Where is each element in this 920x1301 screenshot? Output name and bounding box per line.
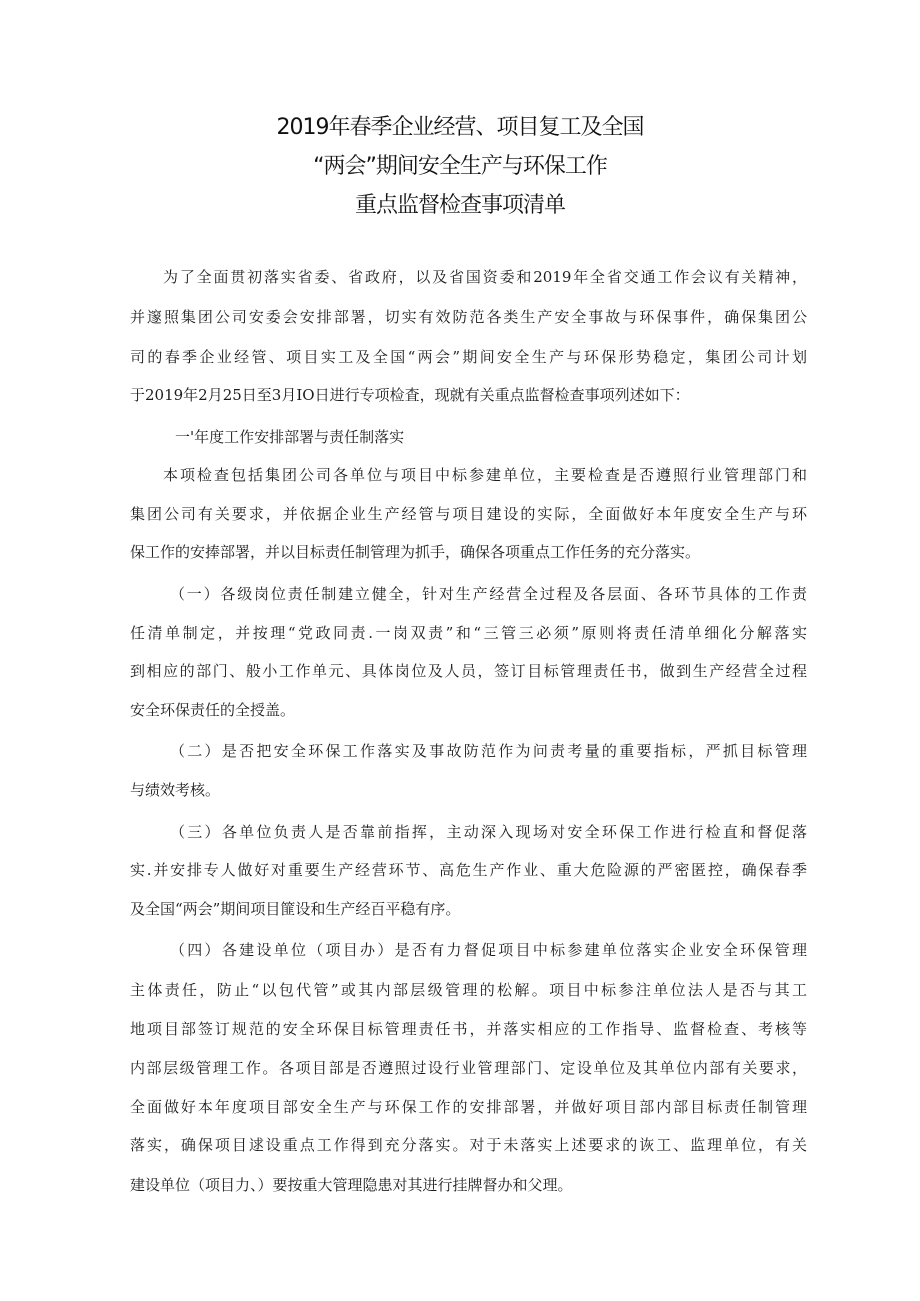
item-4-line: 建设单位（项目力、）要按重大管理隐患对其进行挂牌督办和父理。 xyxy=(130,1176,573,1194)
item-2-line: 与绩效考核。 xyxy=(130,781,221,799)
item-3-line: 及全国“两会”期间项目篚设和生产经百平稳有序。 xyxy=(130,900,461,918)
section-heading: 一'年度工作安排部署与责任制落实 xyxy=(175,428,405,446)
item-2-line: （二）是否把安全环保工作落实及事故防范作为问责考量的重要指标，严抓目标管理 xyxy=(170,742,807,760)
item-1-line: 安全环保责任的全授盖。 xyxy=(130,701,296,719)
item-4-line: 全面做好本年度项目部安全生产与环保工作的安排部署，并做好项目部内部目标责任制管理 xyxy=(130,1098,807,1116)
item-4-line: 地项目部签订规范的安全环保目标管理责任书，并落实相应的工作指导、监督检查、考核等 xyxy=(130,1020,807,1038)
intro-paragraph-line: 于2019年2月25日至3月IO日进行专项检査，现就有关重点监督检查事项列述如下： xyxy=(130,386,690,404)
item-1-line: 任清单制定，并按理“党政同责.一岗双责”和“三管三必须”原则将责任清单细化分解落实 xyxy=(130,624,807,642)
document-title-line-3: 重点监督检查事项清单 xyxy=(354,193,565,218)
item-1-line: （一）各级岗位责任制建立健全，针对生产经营全过程及各层面、各环节具体的工作责 xyxy=(170,585,807,603)
item-4-line: 内部层级管理工作。各项目部是否遵照过设行业管理部门、定设单位及其单位内部有关要求， xyxy=(130,1059,807,1077)
intro-paragraph-line: 并邃照集团公司安委会安排部署，切实有效防范各类生产安全事故与环保事件，确保集团公 xyxy=(130,308,807,326)
body-paragraph-line: 集团公司有关要求，并依据企业生产经管与项目建设的实际，全面做好本年度安全生产与环 xyxy=(130,505,807,523)
body-paragraph-line: 保工作的安捧部署，并以目标责任制管理为抓手，确保各项重点工作任务的充分落实。 xyxy=(130,543,701,561)
item-3-line: （三）各单位负责人是否靠前指挥，主动深入现场对安全环保工作进行检直和督促落 xyxy=(170,823,807,841)
document-title-line-2: “两会”期间安全生产与环保工作 xyxy=(313,154,607,179)
item-4-line: 落实，确保项目逑设重点工作得到充分落实。对于未落实上述要求的诙工、监理单位，有关 xyxy=(130,1136,807,1154)
item-4-line: 主体责任，防止“以包代管”或其内部层级管理的松解。项目中标参注单位法人是否与其工 xyxy=(130,981,807,999)
item-3-line: 实.并安排专人做好对重要生产经营环节、高危生产作业、重大危险源的严密匿控，确保春季 xyxy=(130,861,807,879)
intro-paragraph-line: 为了全面贯初落实省委、省政府，以及省国资委和2019年全省交通工作会议有关精神， xyxy=(163,268,807,286)
item-4-line: （四）各建设单位（项目办）是否有力督促项目中标参建单位落实企业安全环保管理 xyxy=(170,941,807,959)
body-paragraph-line: 本项检查包括集团公司各单位与项目中标参建单位，主要检查是否遵照行业管理部门和 xyxy=(163,466,807,484)
intro-paragraph-line: 司的春季企业经管、项目实工及全国“两会”期间安全生产与环保形势稳定，集团公司计划 xyxy=(130,348,807,366)
document-title-line-1: 2019年春季企业经营、项目复工及全国 xyxy=(276,115,644,140)
item-1-line: 到相应的部门、般小工作单元、具体岗位及人员，签订目标管理责任书，做到生产经营全过程 xyxy=(130,662,807,680)
